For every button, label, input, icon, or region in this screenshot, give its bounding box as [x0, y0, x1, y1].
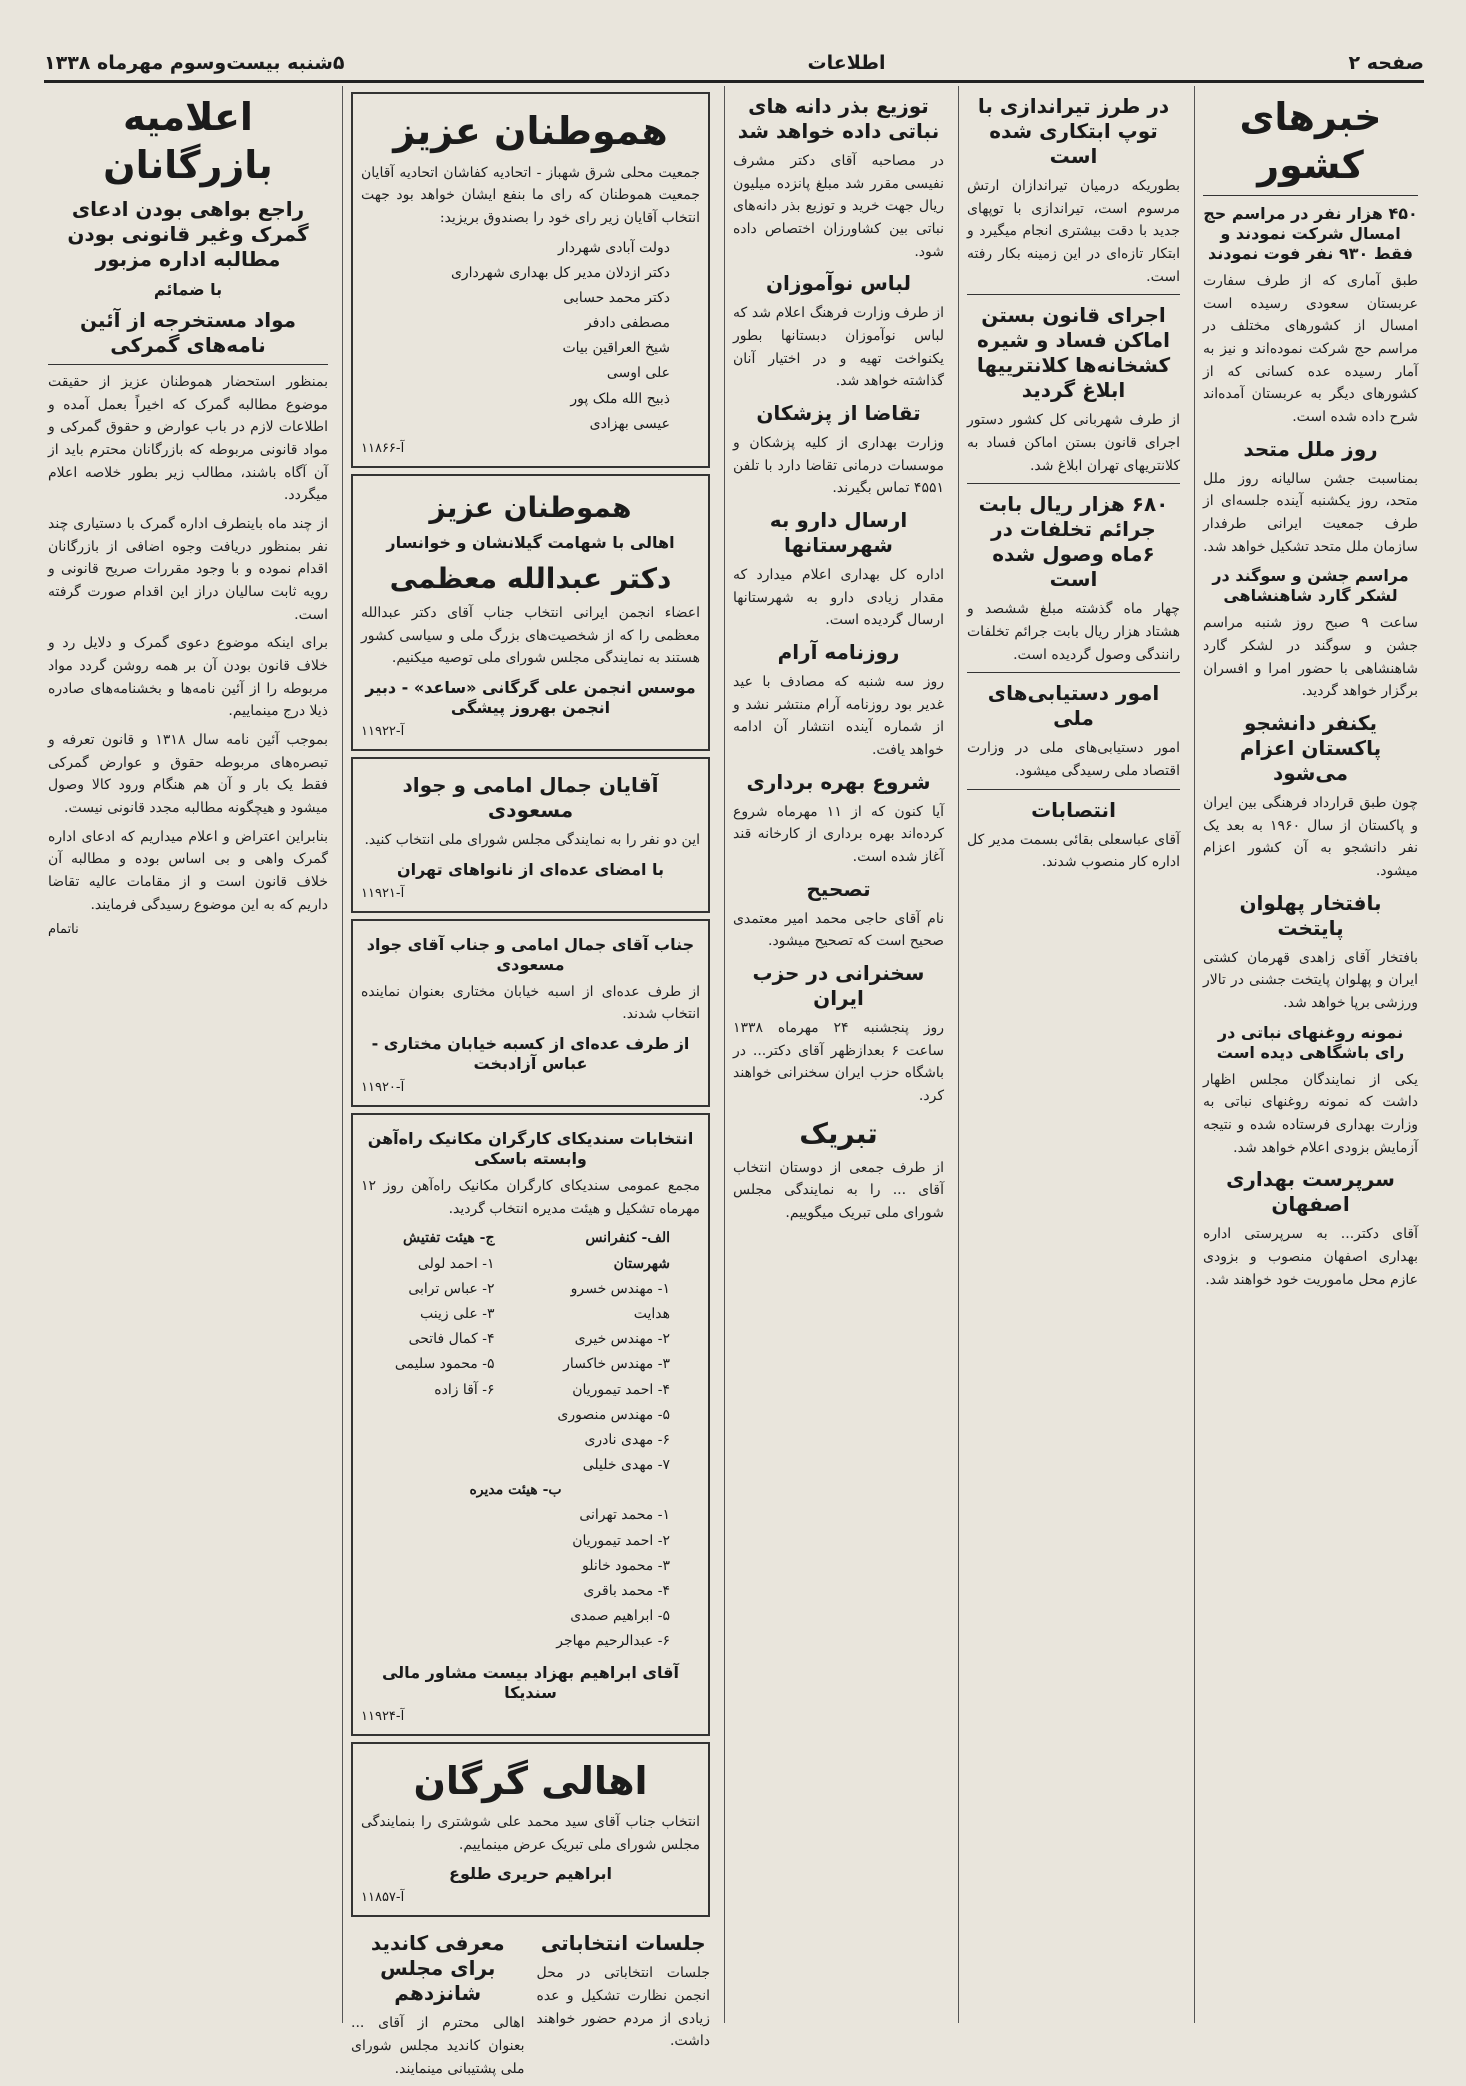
candidate-name: دکتر ازدلان مدیر کل بهداری شهرداری — [450, 264, 670, 281]
ad-title: اهالی گرگان — [413, 1758, 648, 1803]
article-body: نام آقای حاجی محمد امیر معتمدی صحیح است که تصحیح میشود. — [733, 910, 944, 950]
article-body: بنابراین اعتراض و اعلام میداریم که ادعای اداره گمرک واهی و بی اساس بوده و مطالبه آن خلاف قانون است و از مقامات عالیه تقاضا داریم که به این موضوع رسیدگی فرمایند. — [48, 828, 328, 913]
column-merchants-statement — [40, 86, 336, 2023]
article-body: در مصاحبه آقای دکتر مشرف نفیسی مقرر شد مبلغ پانزده میلیون ریال جهت خرید و توزیع بذر دانه‌های نباتی بین کشاورزان اختصاص داده شود. — [733, 153, 944, 260]
section-subtitle: راجع بواهی بودن ادعای گمرک وغیر قانونی بودن مطالبه اداره مزبور — [67, 197, 309, 271]
column-domestic-news — [1194, 86, 1426, 2023]
list-item: ۳- مهندس خاکسار — [563, 1356, 670, 1373]
ad-signature: با امضای عده‌ای از نانواهای تهران — [396, 859, 665, 879]
article-headline: جلسات انتخاباتی — [540, 1931, 706, 1956]
union-election-ad — [351, 1113, 710, 1736]
article-headline: روزنامه آرام — [777, 640, 900, 665]
article-body: وزارت بهداری از کلیه پزشکان و موسسات درمانی تقاضا دارد با تلفن ۴۵۵۱ تماس بگیرند. — [733, 435, 944, 497]
paper-name: اطلاعات — [807, 52, 886, 74]
article-headline: شروع بهره برداری — [746, 769, 931, 794]
article-body: بمناسبت جشن سالیانه روز ملل متحد، روز یکشنبه آینده جلسه‌ای از طرف جمعیت ایرانی طرفدار سازمان ملل متحد تشکیل خواهد شد. — [1203, 470, 1418, 555]
article-body: برای اینکه موضوع دعوی گمرک و دلایل رد و خلاف قانون بودن آن بر همه روشن گردد مواد مربوطه را از آئین نامه‌ها و بخشنامه‌های صادره ذیلا درج مینماییم. — [48, 635, 328, 720]
masthead — [44, 46, 1424, 83]
article-headline: ۴۵۰ هزار نفر در مراسم حج امسال شرکت نمودند و فقط ۹۳۰ نفر فوت نمودند — [1203, 204, 1418, 263]
list-item: ۳- علی زینب — [420, 1305, 495, 1322]
article-headline: نمونه روغنهای نباتی در رای باشگاهی دیده است — [1216, 1022, 1405, 1062]
article-headline: امور دستیابی‌های ملی — [987, 681, 1160, 731]
candidate-name: دکتر محمد حسابی — [563, 289, 670, 306]
article-body: جلسات انتخاباتی در محل انجمن نظارت تشکیل و عده زیادی از مردم حضور خواهند داشت. — [536, 1965, 710, 2050]
article-headline: بافتخار پهلوان پایتخت — [1239, 890, 1382, 940]
list-item: ۱- احمد لولی — [417, 1255, 495, 1272]
article-body: بطوریکه درمیان تیراندازان ارتش مرسوم است، تیراندازی با توپهای جدید با دقت بیشتری انجام میگیرد و ابتکار تازه‌ای در این زمینه بکار رفته است. — [967, 178, 1180, 285]
ad-body: اعضاء انجمن ایرانی انتخاب جناب آقای دکتر عبدالله معظمی را که از شخصیت‌های بزرگ ملی و سیاسی کشور هستند به نمایندگی مجلس شورای ملی توصیه میکنیم. — [361, 605, 700, 667]
ad-signature: از طرف عده‌ای از کسبه خیابان مختاری - عباس آزادبخت — [371, 1034, 690, 1074]
article-headline: روز ملل متحد — [1243, 436, 1378, 461]
article-headline: اجرای قانون بستن اماکن فساد و شیره کشخانه‌ها کلانترییها ابلاغ گردید — [976, 303, 1171, 403]
list-heading: ج- هیئت تفتیش — [403, 1230, 495, 1247]
article-body: روز پنجشنبه ۲۴ مهرماه ۱۳۳۸ ساعت ۶ بعدازظهر آقای دکتر... در باشگاه حزب ایران سخنرانی خواهند کرد. — [733, 1020, 944, 1105]
ad-body: جمعیت محلی شرق شهباز - اتحادیه کفاشان اتحادیه آقایان جمعیت هموطنان که رای ما بنفع ایشان خواهد بود جهت انتخاب آقایان زیر رای خود را بصندوق بریزید: — [361, 164, 700, 226]
issue-date: ۵شنبه بیست‌وسوم مهرماه ۱۳۳۸ — [44, 52, 345, 74]
article-body: ساعت ۹ صبح روز شنبه مراسم جشن و سوگند در لشکر گارد شاهنشاهی با حضور امرا و افسران برگزار خواهد گردید. — [1203, 615, 1418, 700]
list-item: ۵- مهندس منصوری — [557, 1406, 670, 1423]
section-title: اعلامیه بازرگانان — [103, 95, 273, 187]
candidate-name: دولت آبادی شهردار — [558, 239, 670, 256]
list-item: ۴- احمد تیموریان — [572, 1381, 670, 1398]
column-news-3 — [724, 86, 952, 2023]
election-ad — [351, 474, 710, 751]
ad-title: هموطنان عزیز — [393, 109, 668, 153]
list-item: ۶- عبدالرحیم مهاجر — [556, 1633, 670, 1650]
article-body: بمنظور استحضار هموطنان عزیز از حقیقت موضوع مطالبه گمرک که اخیراً بعمل آمده و اطلاعات لازم در باب عوارض و حقوق گمرکی و مواد قانونی مربوطه که بازرگانان محترم باید از آن آگاه باشند، مطالب زیر بطور خلاصه اعلام میگردد. — [48, 374, 328, 504]
article-body: اداره کل بهداری اعلام میدارد که مقدار زیادی دارو به شهرستانها ارسال گردیده است. — [733, 567, 944, 629]
article-body: روز سه شنبه که مصادف با عید غدیر بود روزنامه آرام منتشر نشد و از شماره آینده انتشار آن ادامه خواهد یافت. — [733, 674, 944, 759]
article-body: اهالی محترم از آقای ... بعنوان کاندید مجلس شورای ملی پشتیبانی مینمایند. — [351, 2015, 525, 2077]
article-headline: مراسم جشن و سوگند در لشکر گارد شاهنشاهی — [1212, 566, 1409, 606]
article-headline: سرپرست بهداری اصفهان — [1226, 1167, 1395, 1217]
article-headline: لباس نوآموزان — [765, 271, 911, 296]
article-body: بافتخار آقای زاهدی قهرمان کشتی ایران و پهلوان پایتخت جشنی در تالار ورزشی برپا خواهد شد. — [1203, 949, 1418, 1012]
article-headline: یکنفر دانشجو پاکستان اعزام می‌شود — [1239, 711, 1382, 786]
article-headline: تصحیح — [806, 876, 871, 901]
article-body: یکی از نمایندگان مجلس اظهار داشت که نمونه روغنهای نباتی به وزارت بهداری فرستاده شده و نتیجه آزمایش بزودی اعلام خواهد شد. — [1203, 1071, 1418, 1156]
candidate-name: عیسی بهزادی — [589, 415, 670, 432]
member-list — [361, 1226, 525, 1478]
article-headline: سخنرانی در حزب ایران — [752, 961, 925, 1011]
ad-signature: آقای ابراهیم بهزاد بیست مشاور مالی سندیکا — [381, 1662, 680, 1702]
election-ad — [351, 919, 710, 1107]
article-body: از طرف شهربانی کل کشور دستور اجرای قانون بستن اماکن فساد به کلانتریهای تهران ابلاغ شد. — [967, 412, 1180, 474]
list-item: ۲- مهندس خیری — [574, 1331, 670, 1348]
list-item: ۶- مهدی نادری — [584, 1431, 670, 1448]
article-body: بموجب آئین نامه سال ۱۳۱۸ و قانون تعرفه و تبصره‌های مربوطه حقوق و عوارض گمرکی فقط یک بار و آن هم هنگام ورود کالا وصول میشود و هیچگونه مطالبه مجدد قانونی نیست. — [48, 732, 328, 817]
ad-code: آ-۱۱۸۶۶ — [361, 441, 405, 457]
list-item: ۴- کمال فاتحی — [408, 1331, 495, 1348]
article-body: چهار ماه گذشته مبلغ ششصد و هشتاد هزار ریال بابت جرائم تخلفات رانندگی وصول گردیده است. — [967, 601, 1180, 663]
list-item: ۱- مهندس خسرو هدایت — [570, 1280, 670, 1322]
list-item: ۷- مهدی خلیلی — [582, 1457, 670, 1474]
article-body: طبق آماری که از طرف سفارت عربستان سعودی رسیده است امسال از کشورهای مختلف در مراسم حج شرکت نموده‌اند و نیز به آمار رسیده عده کسانی که از کشورهای دیگر به عربستان آمده‌اند شرح داده شده است. — [1203, 273, 1418, 426]
article-body: از طرف جمعی از دوستان انتخاب آقای ... را به نمایندگی مجلس شورای ملی تبریک میگوییم. — [733, 1159, 944, 1222]
article-body: آقای دکتر... به سرپرستی اداره بهداری اصفهان منصوب و بزودی عازم محل ماموریت خود خواهند شد. — [1203, 1226, 1418, 1288]
election-ad — [351, 1742, 710, 1918]
list-item: ۱- محمد تهرانی — [579, 1507, 670, 1524]
list-heading: الف- کنفرانس شهرستان — [585, 1230, 670, 1272]
article-body: از چند ماه باینطرف اداره گمرک با دستیاری چند نفر بمنظور دریافت وجوه اضافی از بازرگانان اقدام نموده و با وجود مقررات صریح قانونی و رویه ثابت سالیان دراز این اقدام صورت گرفته است. — [48, 516, 328, 623]
list-item: ۳- محمود خانلو — [582, 1557, 670, 1574]
election-ad — [351, 757, 710, 913]
page-number: صفحه ۲ — [1348, 52, 1424, 74]
candidate-name: مصطفی دادفر — [584, 315, 670, 332]
article-headline: توزیع بذر دانه های نباتی داده خواهد شد — [737, 94, 940, 143]
list-heading: ب- هیئت مدیره — [469, 1482, 562, 1499]
article-headline: تبریک — [799, 1116, 878, 1150]
candidate-name: علی اوسی — [606, 365, 670, 382]
article-headline: انتصابات — [1031, 797, 1116, 822]
ad-body: انتخاب جناب آقای سید محمد علی شوشتری را بنمایندگی مجلس شورای ملی تبریک عرض مینماییم. — [361, 1814, 700, 1853]
article-headline: معرفی کاندید برای مجلس شانزدهم — [370, 1931, 505, 2006]
election-ad — [351, 92, 710, 468]
article-body: آیا کنون که از ۱۱ مهرماه شروع کرده‌اند بهره برداری از کارخانه قند آغاز شده است. — [733, 803, 945, 866]
candidate-name: شیخ العراقین بیات — [562, 340, 670, 357]
ad-title: هموطنان عزیز — [429, 491, 632, 525]
list-item: ۲- احمد تیموریان — [572, 1532, 670, 1549]
list-item: ۵- محمود سلیمی — [394, 1356, 495, 1373]
column-news-2 — [958, 86, 1188, 2023]
member-list — [537, 1226, 701, 1478]
article-body: از طرف وزارت فرهنگ اعلام شد که لباس نوآموزان دبستانها بطور یکنواخت تهیه و در اختیار آنان گذاشته خواهد شد. — [733, 305, 944, 390]
section-title: خبرهای کشور — [1239, 95, 1382, 187]
candidate-list — [361, 236, 700, 438]
ad-title: آقایان جمال امامی و جواد مسعودی — [402, 773, 659, 823]
ad-code: آ-۱۱۹۲۱ — [361, 885, 405, 901]
list-item: ۴- محمد باقری — [583, 1583, 670, 1600]
article-body: امور دستیابی‌های ملی در وزارت اقتصاد ملی رسیدگی میشود. — [967, 740, 1180, 780]
ad-subtitle: اهالی با شهامت گیلانشان و خوانسار — [386, 533, 675, 553]
section-subtitle: مواد مستخرجه از آئین نامه‌های گمرکی — [79, 308, 297, 357]
article-headline: در طرز تیراندازی با توپ ابتکاری شده است — [977, 94, 1170, 168]
candidate-name: ذبیح الله ملک پور — [570, 390, 670, 407]
section-subtitle: با ضمائم — [153, 280, 223, 299]
ad-code: آ-۱۱۹۲۴ — [361, 1708, 405, 1724]
ad-code: آ-۱۱۹۲۲ — [361, 724, 405, 740]
ad-candidate: دکتر عبدالله معظمی — [389, 562, 672, 596]
ad-title: انتخابات سندیکای کارگران مکانیک راه‌آهن وابسته باسکی — [367, 1129, 694, 1169]
ad-code: آ-۱۱۸۵۷ — [361, 1890, 405, 1906]
ad-body: از طرف عده‌ای از اسبه خیابان مختاری بعنوان نماینده انتخاب شدند. — [361, 983, 700, 1023]
ad-signature: موسس انجمن علی گرگانی «ساعد» - دبیر انجمن بهروز پیشگی — [365, 678, 696, 718]
ad-code: آ-۱۱۹۲۰ — [361, 1080, 405, 1096]
ad-body: این دو نفر را به نمایندگی مجلس شورای ملی انتخاب کنید. — [364, 832, 700, 849]
article-headline: ۶۸۰ هزار ریال بابت جرائم تخلفات در ۶ماه وصول شده است — [978, 492, 1169, 592]
article-headline: تقاضا از پزشکان — [756, 401, 921, 426]
member-list — [361, 1478, 700, 1654]
ad-body: مجمع عمومی سندیکای کارگران مکانیک راه‌آهن روز ۱۲ مهرماه تشکیل و هیئت مدیره انتخاب گردید. — [361, 1178, 700, 1217]
article-body: آقای عباسعلی بقائی بسمت مدیر کل اداره کار منصوب شدند. — [967, 831, 1180, 871]
ad-signature: ابراهیم حریری طلوع — [449, 1864, 612, 1884]
list-item: ۵- ابراهیم صمدی — [570, 1608, 670, 1625]
article-body: چون طبق قرارداد فرهنگی بین ایران و پاکستان از سال ۱۹۶۰ به بعد یک نفر دانشجو به آن کشور اعزام میشود. — [1203, 795, 1418, 880]
article-headline: ارسال دارو به شهرستانها — [769, 508, 908, 558]
continued-note: ناتمام — [48, 922, 79, 938]
list-item: ۲- عباس ترابی — [408, 1280, 495, 1297]
list-item: ۶- آقا زاده — [434, 1381, 495, 1398]
ad-title: جناب آقای جمال امامی و جناب آقای جواد مسعودی — [366, 934, 695, 974]
column-election-ads — [342, 86, 718, 2077]
